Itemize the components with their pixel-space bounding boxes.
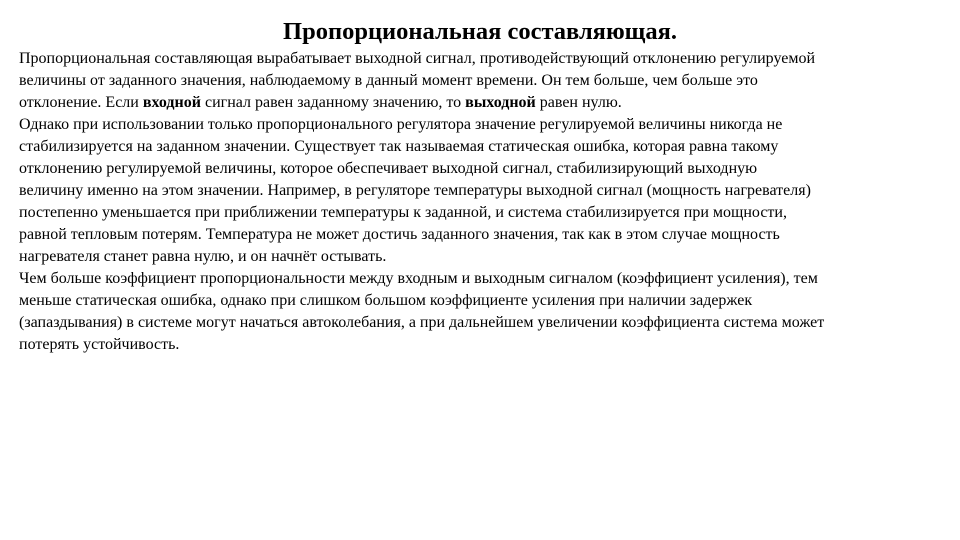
slide-title: Пропорциональная составляющая. <box>283 18 677 45</box>
body-line: меньше статическая ошибка, однако при слишком большом коэффициенте усиления при наличии задержек <box>19 292 753 309</box>
body-line: отклонению регулируемой величины, которое обеспечивает выходной сигнал, стабилизирующий выходную <box>19 160 758 177</box>
body-line: величину именно на этом значении. Например, в регуляторе температуры выходной сигнал (мощность нагревателя) <box>19 182 811 199</box>
body-line: Однако при использовании только пропорционального регулятора значение регулируемой величины никогда не <box>19 116 783 133</box>
body-line: равной тепловым потерям. Температура не может достичь заданного значения, так как в этом случае мощность <box>19 226 780 243</box>
text-run: сигнал равен заданному значению, то <box>200 94 466 111</box>
bold-term-input: входной <box>142 94 201 111</box>
body-line: потерять устойчивость. <box>19 336 180 353</box>
body-line <box>19 92 944 114</box>
bold-term-output: выходной <box>465 94 536 111</box>
body-line: Пропорциональная составляющая вырабатывает выходной сигнал, противодействующий отклонению регулируемой <box>19 50 816 67</box>
body-line: стабилизируется на заданном значении. Существует так называемая статическая ошибка, которая равна такому <box>19 138 779 155</box>
body-line: величины от заданного значения, наблюдаемому в данный момент времени. Он тем больше, чем больше это <box>19 72 758 89</box>
slide-body <box>19 48 944 356</box>
body-line: нагревателя станет равна нулю, и он начнёт остывать. <box>19 248 387 265</box>
text-run: отклонение. Если <box>19 94 143 111</box>
body-line: (запаздывания) в системе могут начаться автоколебания, а при дальнейшем увеличении коэффициента система может <box>19 314 825 331</box>
body-line: постепенно уменьшается при приближении температуры к заданной, и система стабилизируется при мощности, <box>19 204 787 221</box>
body-line: Чем больше коэффициент пропорциональности между входным и выходным сигналом (коэффициент усиления), тем <box>19 270 818 287</box>
text-run: равен нулю. <box>535 94 622 111</box>
